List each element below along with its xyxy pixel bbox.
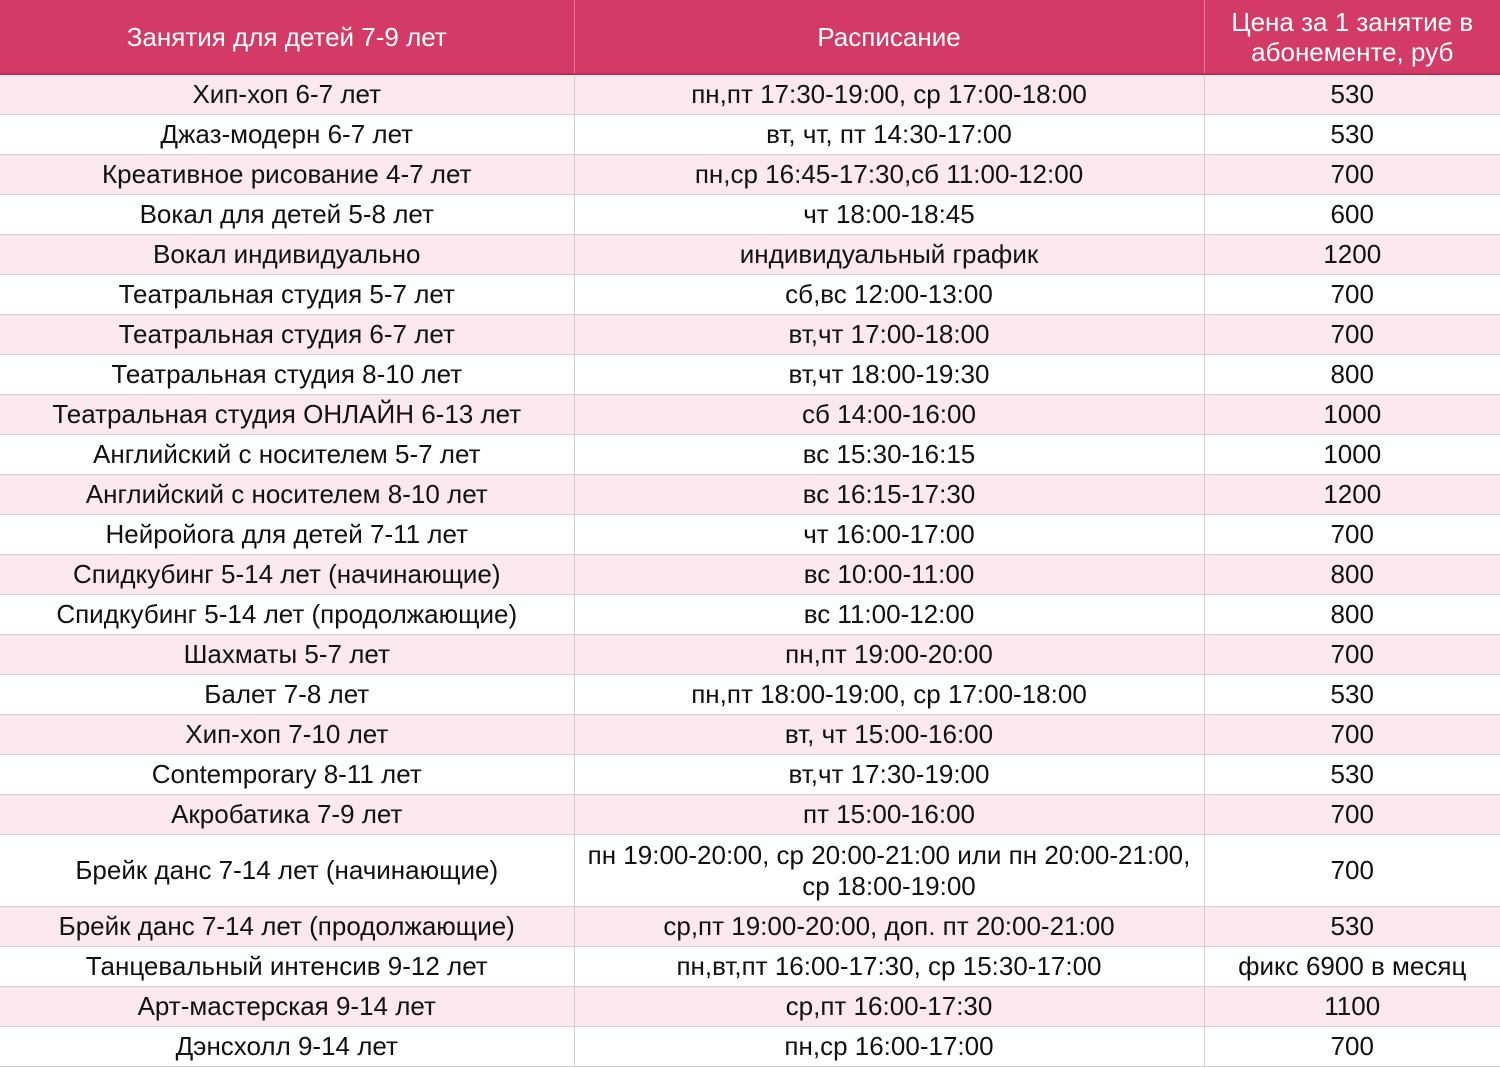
- table-row: [0, 475, 1500, 515]
- price-cell: 530: [1204, 675, 1500, 715]
- table-row: [0, 115, 1500, 155]
- price-cell: 700: [1204, 795, 1500, 835]
- price-cell: 700: [1204, 155, 1500, 195]
- header-class-name: Занятия для детей 7-9 лет: [0, 0, 574, 74]
- table-row: [0, 355, 1500, 395]
- schedule-cell: чт 18:00-18:45: [574, 195, 1204, 235]
- class-name-cell: Хип-хоп 6-7 лет: [0, 74, 574, 115]
- table-row: [0, 315, 1500, 355]
- schedule-cell: пн,ср 16:45-17:30,сб 11:00-12:00: [574, 155, 1204, 195]
- class-name-cell: Нейройога для детей 7-11 лет: [0, 515, 574, 555]
- price-cell: 1000: [1204, 435, 1500, 475]
- table-row: [0, 515, 1500, 555]
- table-row: [0, 907, 1500, 947]
- schedule-cell: пн,ср 16:00-17:00: [574, 1027, 1204, 1067]
- price-cell: 1100: [1204, 987, 1500, 1027]
- table-row: [0, 835, 1500, 907]
- class-name-cell: Театральная студия 5-7 лет: [0, 275, 574, 315]
- price-cell: 1000: [1204, 395, 1500, 435]
- table-row: [0, 755, 1500, 795]
- price-cell: 700: [1204, 1027, 1500, 1067]
- price-cell: 700: [1204, 515, 1500, 555]
- table-row: [0, 195, 1500, 235]
- price-cell: 700: [1204, 635, 1500, 675]
- schedule-cell: вт,чт 17:00-18:00: [574, 315, 1204, 355]
- class-name-cell: Вокал индивидуально: [0, 235, 574, 275]
- price-cell: фикс 6900 в месяц: [1204, 947, 1500, 987]
- table-row: [0, 235, 1500, 275]
- price-cell: 1200: [1204, 475, 1500, 515]
- class-name-cell: Брейк данс 7-14 лет (начинающие): [0, 835, 574, 907]
- schedule-cell: вс 10:00-11:00: [574, 555, 1204, 595]
- schedule-cell: пн,вт,пт 16:00-17:30, ср 15:30-17:00: [574, 947, 1204, 987]
- schedule-cell: пн 19:00-20:00, ср 20:00-21:00 или пн 20:00-21:00, ср 18:00-19:00: [574, 835, 1204, 907]
- class-name-cell: Арт-мастерская 9-14 лет: [0, 987, 574, 1027]
- class-name-cell: Спидкубинг 5-14 лет (начинающие): [0, 555, 574, 595]
- table-row: [0, 987, 1500, 1027]
- price-cell: 530: [1204, 755, 1500, 795]
- table-row: [0, 675, 1500, 715]
- schedule-cell: ср,пт 16:00-17:30: [574, 987, 1204, 1027]
- schedule-cell: ср,пт 19:00-20:00, доп. пт 20:00-21:00: [574, 907, 1204, 947]
- price-cell: 700: [1204, 715, 1500, 755]
- class-name-cell: Английский с носителем 5-7 лет: [0, 435, 574, 475]
- class-name-cell: Брейк данс 7-14 лет (продолжающие): [0, 907, 574, 947]
- schedule-cell: пн,пт 19:00-20:00: [574, 635, 1204, 675]
- schedule-cell: вт,чт 18:00-19:30: [574, 355, 1204, 395]
- price-cell: 1200: [1204, 235, 1500, 275]
- schedule-cell: сб,вс 12:00-13:00: [574, 275, 1204, 315]
- class-name-cell: Театральная студия 6-7 лет: [0, 315, 574, 355]
- price-cell: 600: [1204, 195, 1500, 235]
- price-cell: 800: [1204, 555, 1500, 595]
- schedule-cell: чт 16:00-17:00: [574, 515, 1204, 555]
- schedule-cell: пн,пт 17:30-19:00, ср 17:00-18:00: [574, 74, 1204, 115]
- table-row: [0, 155, 1500, 195]
- class-name-cell: Театральная студия 8-10 лет: [0, 355, 574, 395]
- class-name-cell: Театральная студия ОНЛАЙН 6-13 лет: [0, 395, 574, 435]
- table-row: [0, 595, 1500, 635]
- table-row: [0, 947, 1500, 987]
- table-row: [0, 395, 1500, 435]
- class-name-cell: Contemporary 8-11 лет: [0, 755, 574, 795]
- schedule-cell: вт, чт 15:00-16:00: [574, 715, 1204, 755]
- price-cell: 530: [1204, 115, 1500, 155]
- class-name-cell: Дэнсхолл 9-14 лет: [0, 1027, 574, 1067]
- class-name-cell: Вокал для детей 5-8 лет: [0, 195, 574, 235]
- price-cell: 700: [1204, 275, 1500, 315]
- table-row: [0, 795, 1500, 835]
- class-name-cell: Английский с носителем 8-10 лет: [0, 475, 574, 515]
- table-row: [0, 555, 1500, 595]
- class-name-cell: Спидкубинг 5-14 лет (продолжающие): [0, 595, 574, 635]
- schedule-cell: вт, чт, пт 14:30-17:00: [574, 115, 1204, 155]
- table-row: [0, 1027, 1500, 1067]
- class-name-cell: Хип-хоп 7-10 лет: [0, 715, 574, 755]
- schedule-cell: пт 15:00-16:00: [574, 795, 1204, 835]
- price-cell: 530: [1204, 74, 1500, 115]
- header-schedule: Расписание: [574, 0, 1204, 74]
- class-name-cell: Креативное рисование 4-7 лет: [0, 155, 574, 195]
- schedule-cell: вс 11:00-12:00: [574, 595, 1204, 635]
- class-name-cell: Танцевальный интенсив 9-12 лет: [0, 947, 574, 987]
- schedule-cell: вс 16:15-17:30: [574, 475, 1204, 515]
- table-body: [0, 74, 1500, 1067]
- price-cell: 530: [1204, 907, 1500, 947]
- price-cell: 700: [1204, 315, 1500, 355]
- price-cell: 700: [1204, 835, 1500, 907]
- table-row: [0, 715, 1500, 755]
- table-row: [0, 435, 1500, 475]
- header-price: Цена за 1 занятие в абонементе, руб: [1204, 0, 1500, 74]
- schedule-cell: индивидуальный график: [574, 235, 1204, 275]
- schedule-cell: вс 15:30-16:15: [574, 435, 1204, 475]
- class-name-cell: Акробатика 7-9 лет: [0, 795, 574, 835]
- class-name-cell: Балет 7-8 лет: [0, 675, 574, 715]
- table-row: [0, 275, 1500, 315]
- price-cell: 800: [1204, 595, 1500, 635]
- price-cell: 800: [1204, 355, 1500, 395]
- table-row: [0, 635, 1500, 675]
- schedule-cell: сб 14:00-16:00: [574, 395, 1204, 435]
- class-name-cell: Джаз-модерн 6-7 лет: [0, 115, 574, 155]
- table-row: [0, 74, 1500, 115]
- header-row: [0, 0, 1500, 74]
- schedule-cell: пн,пт 18:00-19:00, ср 17:00-18:00: [574, 675, 1204, 715]
- class-name-cell: Шахматы 5-7 лет: [0, 635, 574, 675]
- schedule-cell: вт,чт 17:30-19:00: [574, 755, 1204, 795]
